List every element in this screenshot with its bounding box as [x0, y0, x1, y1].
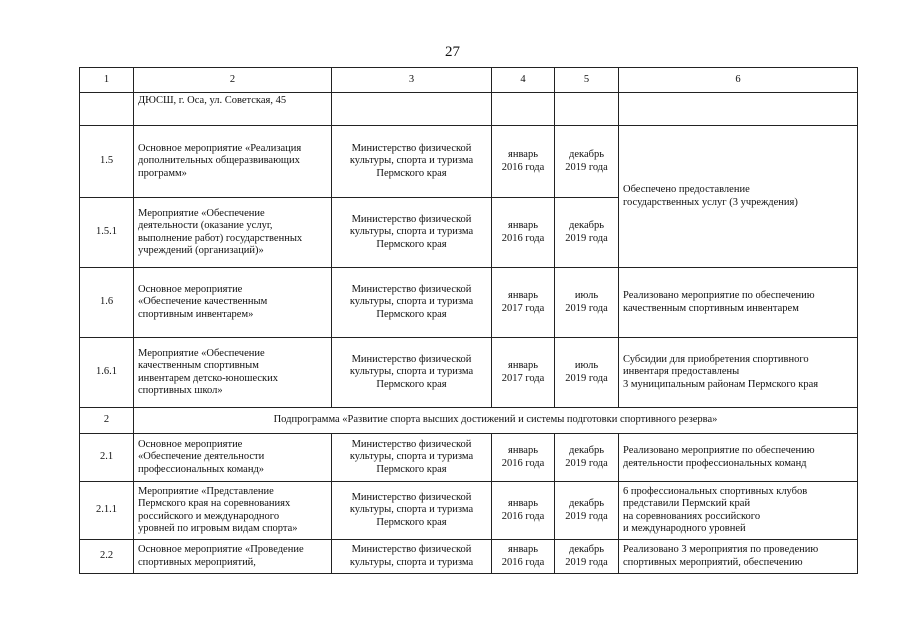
end-cell: [555, 268, 619, 338]
event-cell: [134, 268, 332, 338]
executor-text: Министерство физической культуры, спорта и туризма Пермского края: [349, 143, 474, 179]
subprogram-row: [80, 408, 858, 434]
event-cell: [134, 434, 332, 482]
num-cell: [80, 93, 134, 126]
event-text: Мероприятие «Обеспечение деятельности (оказание услуг, выполнение работ) государственных учреждений (организаций)»: [138, 207, 303, 256]
result-cell: [619, 268, 858, 338]
result-cell: [619, 482, 858, 540]
executor-text: Министерство физической культуры, спорта и туризма Пермского края: [349, 214, 474, 250]
table-row: [80, 338, 858, 408]
end-text: декабрь 2019 года: [565, 149, 608, 173]
result-cell: [619, 434, 858, 482]
num-cell: 1.6.1: [80, 338, 134, 408]
start-cell: [492, 434, 555, 482]
executor-cell: [332, 338, 492, 408]
table-row: [80, 482, 858, 540]
end-text: июль 2019 года: [565, 290, 608, 314]
num-cell: 2: [80, 408, 134, 434]
start-cell: [492, 93, 555, 126]
executor-text: Министерство физической культуры, спорта и туризма Пермского края: [349, 284, 474, 320]
end-text: декабрь 2019 года: [565, 220, 608, 244]
start-text: январь 2016 года: [501, 220, 545, 244]
start-cell: [492, 198, 555, 268]
num-cell: 1.5: [80, 126, 134, 198]
end-cell: [555, 93, 619, 126]
start-text: январь 2016 года: [501, 149, 545, 173]
result-text: Реализовано мероприятие по обеспечению качественным спортивным инвентарем: [623, 290, 815, 314]
executor-cell: [332, 126, 492, 198]
event-text: Мероприятие «Обеспечение качественным спортивным инвентарем детско-юношеских спортивных школ»: [138, 347, 279, 396]
result-text: Обеспечено предоставление государственных услуг (3 учреждения): [623, 184, 798, 208]
header-cell: 4: [492, 68, 555, 93]
event-text: Основное мероприятие «Обеспечение качественным спортивным инвентарем»: [138, 284, 268, 320]
num-cell: 2.2: [80, 540, 134, 574]
subprogram-title: Подпрограмма «Развитие спорта высших достижений и системы подготовки спортивного резерва»: [134, 408, 858, 434]
executor-text: Министерство физической культуры, спорта и туризма Пермского края: [349, 439, 474, 475]
table-row: [80, 93, 858, 126]
start-text: январь 2017 года: [501, 290, 545, 314]
executor-text: Министерство физической культуры, спорта и туризма Пермского края: [349, 492, 474, 528]
result-text: Реализовано мероприятие по обеспечению деятельности профессиональных команд: [623, 445, 815, 469]
executor-cell: [332, 482, 492, 540]
end-cell: [555, 434, 619, 482]
end-cell: [555, 540, 619, 574]
end-text: июль 2019 года: [565, 360, 608, 384]
start-cell: [492, 482, 555, 540]
end-text: декабрь 2019 года: [565, 498, 608, 522]
executor-cell: [332, 540, 492, 574]
start-text: январь 2016 года: [501, 498, 545, 522]
start-text: январь 2017 года: [501, 360, 545, 384]
result-cell: [619, 338, 858, 408]
result-text: Субсидии для приобретения спортивного инвентаря предоставлены 3 муниципальным районам Пермского края: [623, 354, 819, 390]
executor-text: Министерство физической культуры, спорта и туризма Пермского края: [349, 354, 474, 390]
table-row: [80, 540, 858, 574]
header-cell: 2: [134, 68, 332, 93]
start-cell: [492, 268, 555, 338]
num-cell: 2.1: [80, 434, 134, 482]
event-text: Основное мероприятие «Реализация дополнительных общеразвивающих программ»: [138, 143, 302, 179]
event-cell: [134, 126, 332, 198]
end-cell: [555, 126, 619, 198]
table-row: [80, 126, 858, 198]
header-cell: 6: [619, 68, 858, 93]
event-text: Мероприятие «Представление Пермского края на соревнованиях российского и международного уровней по игровым видам спорта»: [138, 485, 298, 534]
end-text: декабрь 2019 года: [565, 544, 608, 568]
executor-cell: [332, 434, 492, 482]
end-cell: [555, 198, 619, 268]
event-cell: [134, 540, 332, 574]
executor-text: Министерство физической культуры, спорта и туризма: [349, 544, 474, 568]
header-cell: 3: [332, 68, 492, 93]
event-cell: [134, 338, 332, 408]
header-cell: 1: [80, 68, 134, 93]
page-number: 27: [445, 44, 460, 60]
start-cell: [492, 540, 555, 574]
event-cell: [134, 482, 332, 540]
program-table: [79, 67, 858, 574]
num-cell: 1.6: [80, 268, 134, 338]
result-cell: [619, 126, 858, 268]
result-cell: [619, 540, 858, 574]
executor-cell: [332, 198, 492, 268]
start-cell: [492, 126, 555, 198]
header-cell: 5: [555, 68, 619, 93]
start-text: январь 2016 года: [501, 544, 545, 568]
executor-cell: [332, 93, 492, 126]
start-text: январь 2016 года: [501, 445, 545, 469]
table-header-row: [80, 68, 858, 93]
executor-cell: [332, 268, 492, 338]
end-cell: [555, 338, 619, 408]
event-text: Основное мероприятие «Проведение спортивных мероприятий,: [138, 544, 304, 568]
result-text: Реализовано 3 мероприятия по проведению спортивных мероприятий, обеспечению: [623, 544, 819, 568]
num-cell: 2.1.1: [80, 482, 134, 540]
end-cell: [555, 482, 619, 540]
table-row: [80, 434, 858, 482]
event-cell: [134, 93, 332, 126]
start-cell: [492, 338, 555, 408]
num-cell: 1.5.1: [80, 198, 134, 268]
result-text: 6 профессиональных спортивных клубов представили Пермский край на соревнованиях российского и международного уровней: [623, 485, 808, 534]
event-cell: [134, 198, 332, 268]
result-cell: [619, 93, 858, 126]
end-text: декабрь 2019 года: [565, 445, 608, 469]
event-text: ДЮСШ, г. Оса, ул. Советская, 45: [138, 95, 287, 106]
event-text: Основное мероприятие «Обеспечение деятельности профессиональных команд»: [138, 439, 265, 475]
table-row: [80, 268, 858, 338]
